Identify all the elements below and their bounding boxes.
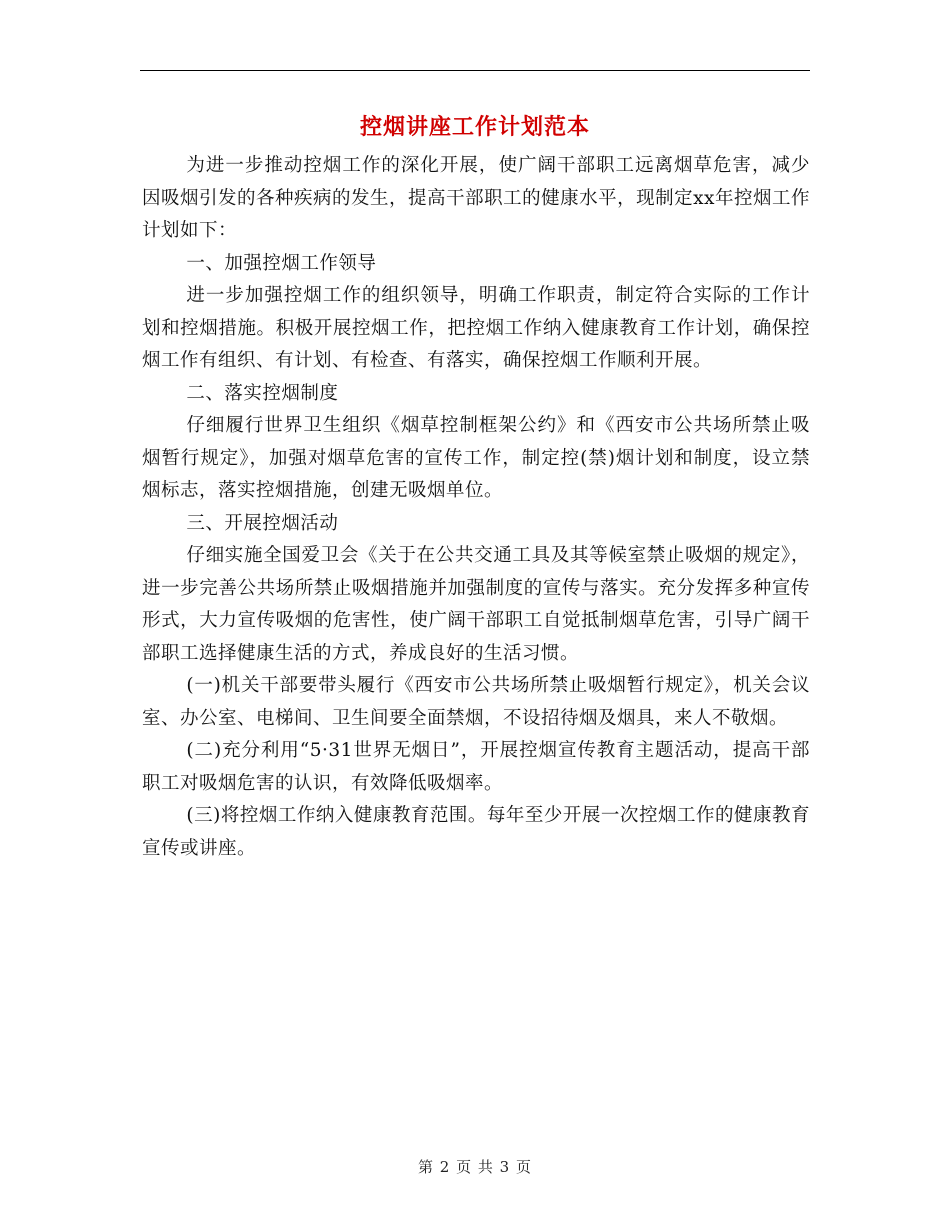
section-heading-3: 三、开展控烟活动 xyxy=(186,512,339,534)
section-paragraph-1: 进一步加强控烟工作的组织领导，明确工作职责，制定符合实际的工作计划和控烟措施。积极开展控烟工作，把控烟工作纳入健康教育工作计划，确保控烟工作有组织、有计划、有检查、有落实，确保控烟工作顺利开展。 xyxy=(142,285,810,371)
header-rule xyxy=(140,70,810,71)
section-heading-2: 二、落实控烟制度 xyxy=(186,382,339,404)
page-number: 第 2 页 共 3 页 xyxy=(418,1158,532,1176)
document-body xyxy=(142,150,810,865)
list-item-1: (一)机关干部要带头履行《西安市公共场所禁止吸烟暂行规定》，机关会议室、办公室、电梯间、卫生间要全面禁烟，不设招待烟及烟具，来人不敬烟。 xyxy=(142,675,810,729)
section-paragraph-3: 仔细实施全国爱卫会《关于在公共交通工具及其等候室禁止吸烟的规定》，进一步完善公共场所禁止吸烟措施并加强制度的宣传与落实。充分发挥多种宣传形式，大力宣传吸烟的危害性，使广阔干部职工自觉抵制烟草危害，引导广阔干部职工选择健康生活的方式，养成良好的生活习惯。 xyxy=(142,545,810,664)
section-paragraph-2: 仔细履行世界卫生组织《烟草控制框架公约》和《西安市公共场所禁止吸烟暂行规定》，加强对烟草危害的宣传工作，制定控(禁)烟计划和制度，设立禁烟标志，落实控烟措施，创建无吸烟单位。 xyxy=(142,415,810,501)
intro-paragraph: 为进一步推动控烟工作的深化开展，使广阔干部职工远离烟草危害，减少因吸烟引发的各种疾病的发生，提高干部职工的健康水平，现制定xx年控烟工作计划如下： xyxy=(142,155,810,241)
document-title: 控烟讲座工作计划范本 xyxy=(359,114,590,140)
list-item-2: (二)充分利用“5·31世界无烟日”，开展控烟宣传教育主题活动，提高干部职工对吸烟危害的认识，有效降低吸烟率。 xyxy=(142,740,810,794)
list-item-3: (三)将控烟工作纳入健康教育范围。每年至少开展一次控烟工作的健康教育宣传或讲座。 xyxy=(142,805,810,859)
section-heading-1: 一、加强控烟工作领导 xyxy=(186,252,377,274)
